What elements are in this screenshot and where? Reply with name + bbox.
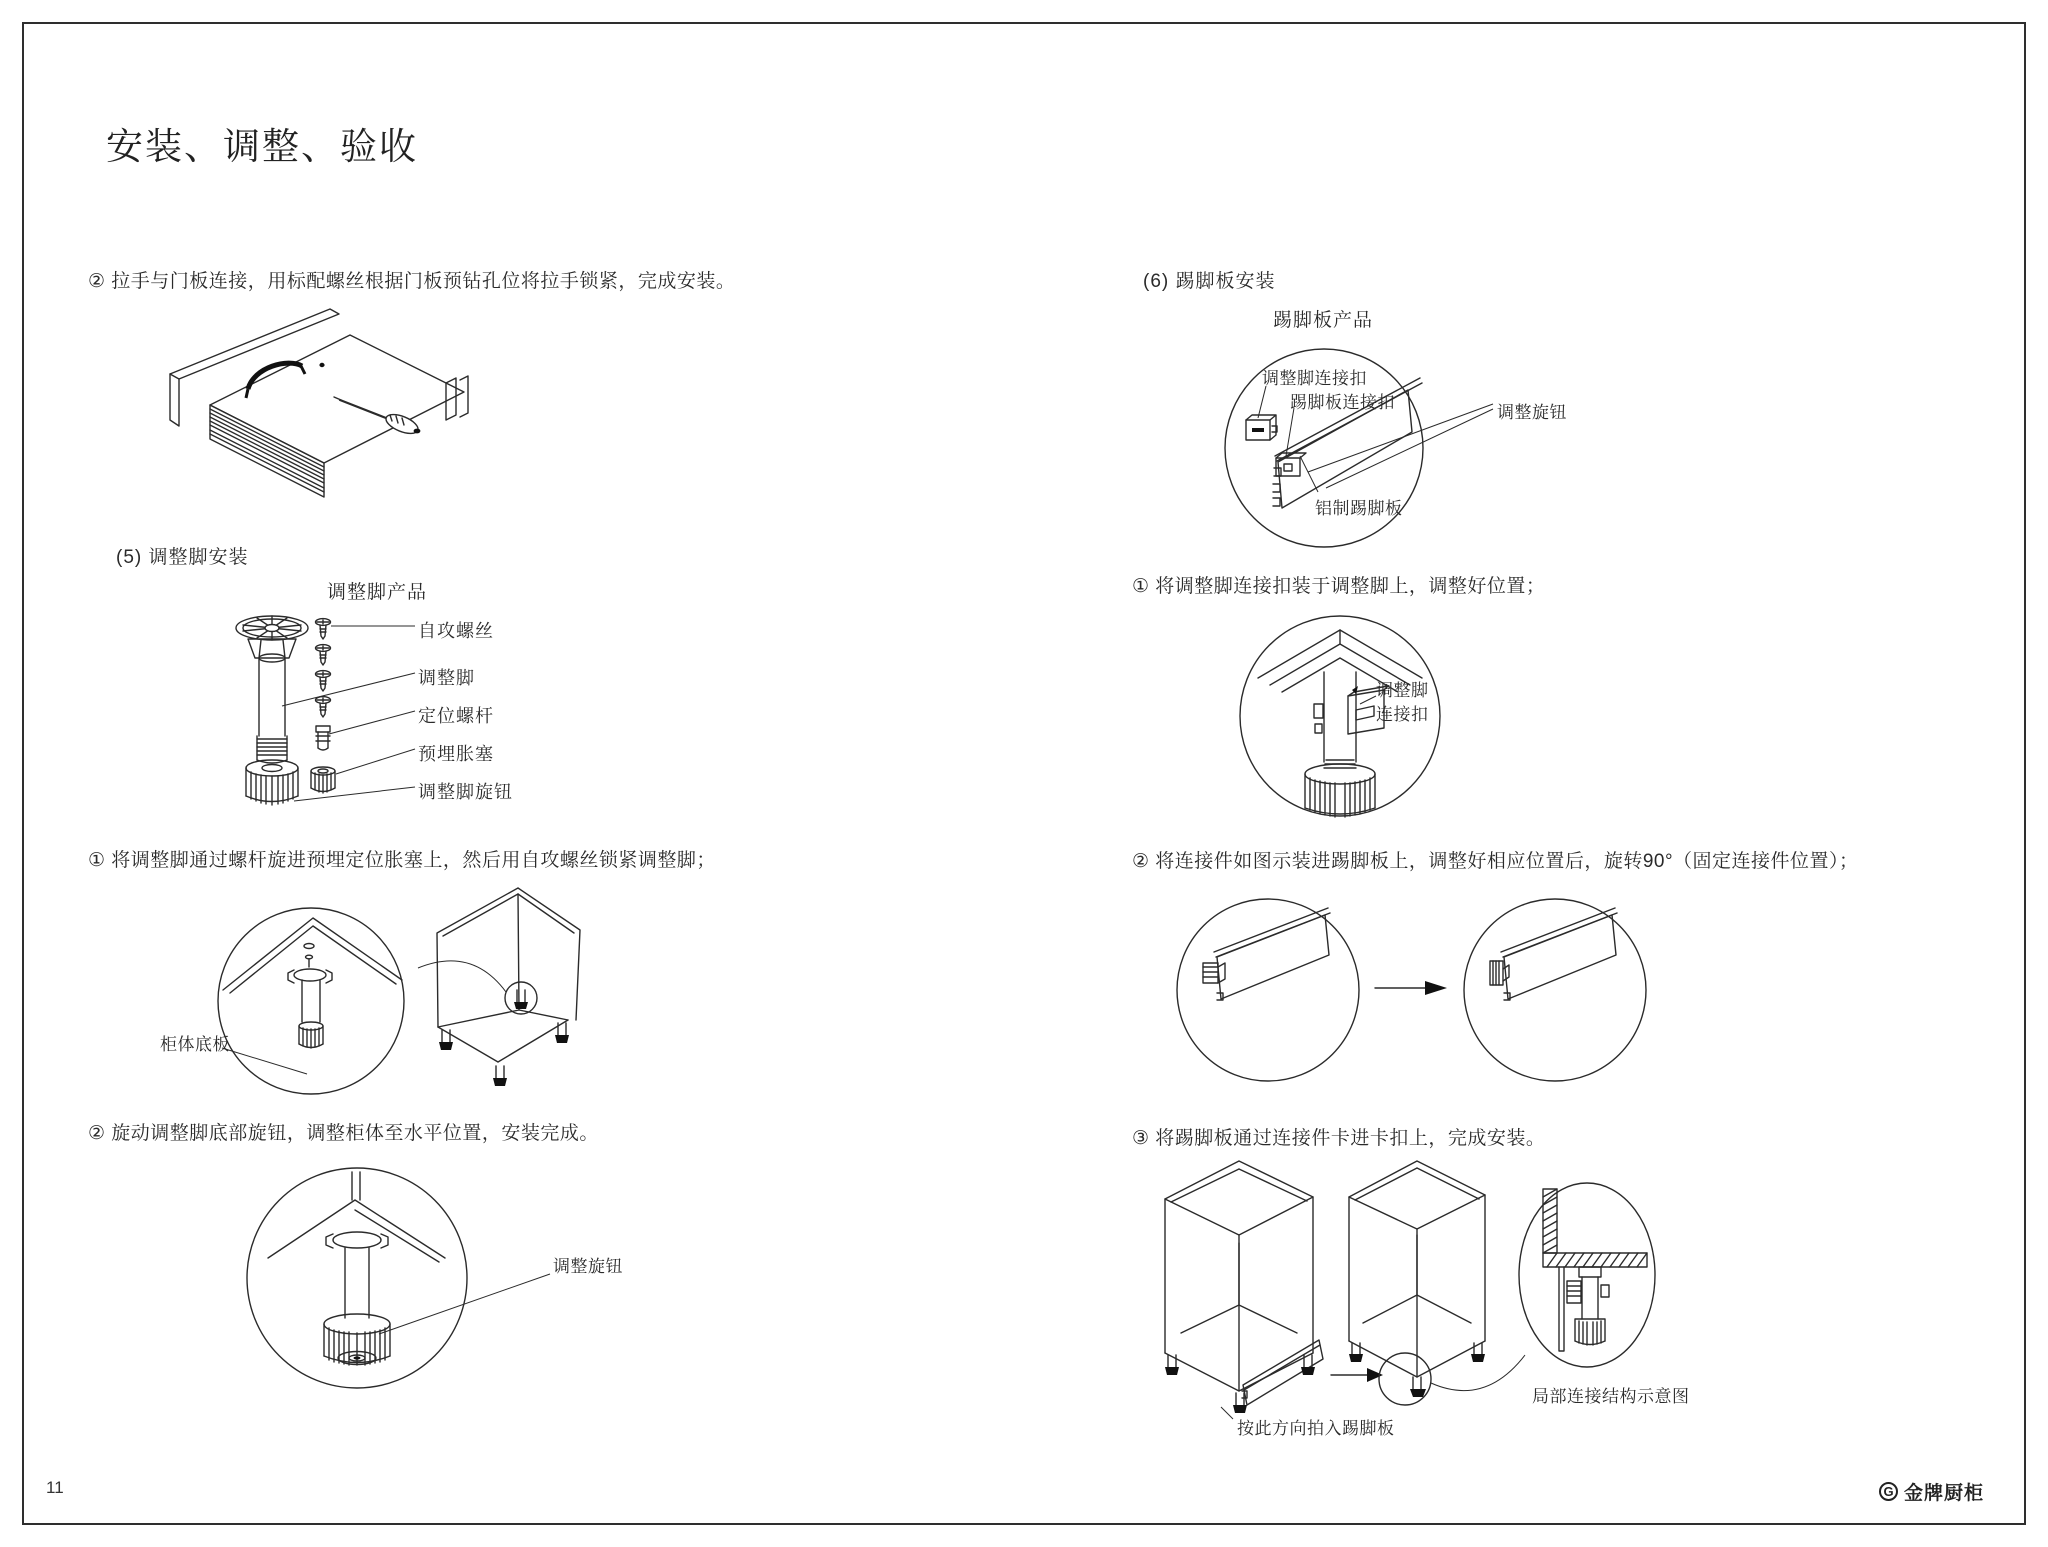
- bottom-panel-label: 柜体底板: [160, 1035, 230, 1054]
- foot-clip-label-line1: 调整脚: [1376, 681, 1429, 700]
- brand-g-icon: G: [1879, 1482, 1898, 1501]
- knob-adjust-diagram: [243, 1160, 683, 1395]
- foot-product-title: 调整脚产品: [327, 582, 428, 603]
- final-assembly-diagram: [1155, 1155, 1875, 1447]
- foot-install-diagram: [150, 880, 670, 1115]
- left-handle-step-text: ② 拉手与门板连接，用标配螺丝根据门板预钻孔位将拉手锁紧，完成安装。: [88, 271, 736, 292]
- door-panel-handle-diagram: [150, 303, 472, 535]
- part-label-positioning-screw: 定位螺杆: [418, 706, 494, 726]
- part-label-foot-knob: 调整脚旋钮: [418, 782, 513, 802]
- page-number: 11: [46, 1478, 64, 1497]
- part-label-self-tapping-screw: 自攻螺丝: [418, 621, 494, 641]
- direction-label: 按此方向拍入踢脚板: [1237, 1419, 1395, 1438]
- page-title: 安装、调整、验收: [106, 126, 418, 167]
- brand-logo: [1879, 1478, 1984, 1505]
- kb-board-clip-label: 踢脚板连接扣: [1290, 393, 1395, 412]
- right-step1-text: ① 将调整脚连接扣装于调整脚上，调整好位置；: [1132, 576, 1546, 597]
- left-step2-text: ② 旋动调整脚底部旋钮，调整柜体至水平位置，安装完成。: [88, 1123, 599, 1144]
- detail-label: 局部连接结构示意图: [1532, 1387, 1690, 1406]
- section5-heading: (5) 调整脚安装: [116, 547, 249, 568]
- left-step1-text: ① 将调整脚通过螺杆旋进预埋定位胀塞上，然后用自攻螺丝锁紧调整脚；: [88, 850, 716, 871]
- foot-clip-label-line2: 连接扣: [1376, 705, 1429, 724]
- adjustable-foot-product-diagram: [232, 608, 652, 848]
- part-label-adjustable-foot: 调整脚: [418, 668, 475, 688]
- section6-heading: (6) 踢脚板安装: [1143, 271, 1276, 292]
- kb-foot-clip-label: 调整脚连接扣: [1262, 369, 1367, 388]
- kickboard-product-title: 踢脚板产品: [1273, 310, 1374, 331]
- kb-board-label: 铝制踢脚板: [1315, 499, 1403, 518]
- kb-knob-label: 调整旋钮: [1497, 403, 1567, 422]
- clip-rotate-diagram: [1175, 893, 1735, 1093]
- knob-label: 调整旋钮: [553, 1257, 623, 1276]
- right-step2-text: ② 将连接件如图示装进踢脚板上，调整好相应位置后，旋转90°（固定连接件位置）；: [1132, 851, 1859, 872]
- part-label-embedded-plug: 预埋胀塞: [418, 744, 494, 764]
- brand-name: 金牌厨柜: [1904, 1483, 1985, 1504]
- right-step3-text: ③ 将踢脚板通过连接件卡进卡扣上，完成安装。: [1132, 1128, 1546, 1149]
